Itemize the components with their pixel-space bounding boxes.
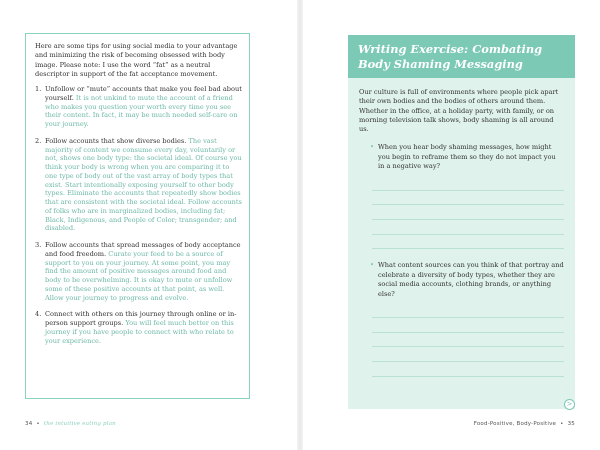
right-page (304, 0, 600, 450)
tip-lead: Unfollow or “mute” accounts that make you feel bad about yourself. (45, 85, 242, 102)
tip-item (35, 241, 242, 302)
writing-lines[interactable] (372, 176, 564, 249)
exercise-body (348, 78, 575, 377)
tip-item (35, 85, 242, 129)
page-number: 35 (567, 421, 575, 427)
question-item (370, 261, 564, 299)
page-number: 34 (25, 421, 33, 427)
tip-body (45, 241, 242, 302)
tip-item (35, 310, 242, 345)
writing-line[interactable] (372, 303, 564, 318)
writing-line[interactable] (372, 191, 564, 206)
tip-number: 4. (35, 310, 42, 319)
writing-line[interactable] (372, 333, 564, 348)
bullet-icon: • (370, 261, 375, 270)
question-item (370, 143, 564, 172)
writing-line[interactable] (372, 176, 564, 191)
writing-line[interactable] (372, 220, 564, 235)
tip-detail: You will feel much better on this journey if you have people to connect with who relate to your experience. (45, 319, 234, 345)
tip-lead: Follow accounts that spread messages of body acceptance and food freedom. (45, 241, 241, 258)
tip-number: 3. (35, 241, 42, 250)
book-gutter (297, 0, 303, 450)
tip-body (45, 310, 242, 345)
tip-lead: Connect with others on this journey through online or in-person support groups. (45, 310, 237, 328)
tip-detail: It is not unkind to mute the account of a friend who makes you question your worth every time you see their content. In fact, it may be much needed self-care on your journey. (45, 93, 238, 129)
book-title: the intuitive eating plan (43, 421, 116, 427)
continue-arrow-icon[interactable]: > (564, 399, 575, 410)
left-folio (25, 421, 116, 427)
tip-number: 1. (35, 85, 42, 94)
exercise-header (348, 35, 575, 78)
writing-line[interactable] (372, 235, 564, 250)
bullet-icon: • (370, 143, 375, 152)
exercise-panel (348, 35, 575, 409)
writing-lines[interactable] (372, 303, 564, 376)
question-text: What content sources can you think of that portray and celebrate a diversity of body types, whether they are social media accounts, clothing brands, or anything else? (378, 261, 564, 298)
tip-detail: The vast majority of content we consume every day, voluntarily or not, shows one body type: the societal ideal. Of course you think your body is wrong when you are comparing it to one type of body out of the vast array of body types that exist. Start intentionally exposing yourself to other body types. Eliminate the accounts that repeatedly show bodies that are consistent with the societal ideal. Follow accounts of folks who are in marginalized bodies, including fat; Black, Indigenous, and People of Color; transgender; and disabled. (45, 136, 242, 233)
tip-item (35, 137, 242, 233)
exercise-intro: Our culture is full of environments where people pick apart their own bodies and the bodies of others around them. Whether in the office, at a holiday party, with family, or on morning television talk shows, body shaming is all around us. (359, 88, 559, 134)
chapter-title: Food-Positive, Body-Positive (473, 421, 557, 427)
writing-line[interactable] (372, 318, 564, 333)
tip-body (45, 137, 242, 233)
writing-line[interactable] (372, 362, 564, 377)
left-page (0, 0, 296, 450)
tips-list (35, 85, 242, 345)
tip-number: 2. (35, 136, 42, 145)
question-text: When you hear body shaming messages, how might you begin to reframe them so they do not impact you in a negative way? (378, 143, 556, 171)
writing-line[interactable] (372, 205, 564, 220)
writing-line[interactable] (372, 347, 564, 362)
tip-detail: Curate your feed to be a source of support to you on your journey. At some point, you may find the amount of positive messages around food and body to be overwhelming. It is okay to mute or unfollow some of these positive accounts at that point, as well. Allow your journey to progress and evolve. (45, 249, 233, 302)
tips-intro: Here are some tips for using social media to your advantage and minimizing the risk of becoming obsessed with body image. Please note: I use the word “fat” as a neutral descriptor in support of the fat acceptance movement. (35, 42, 238, 78)
tip-body (45, 85, 242, 129)
tips-box (25, 33, 250, 399)
tip-lead: Follow accounts that show diverse bodies. (45, 136, 187, 145)
folio-separator: • (560, 421, 564, 427)
exercise-title: Writing Exercise: Combating Body Shaming Messaging (358, 42, 543, 71)
right-folio (474, 421, 575, 427)
folio-separator: • (36, 421, 40, 427)
